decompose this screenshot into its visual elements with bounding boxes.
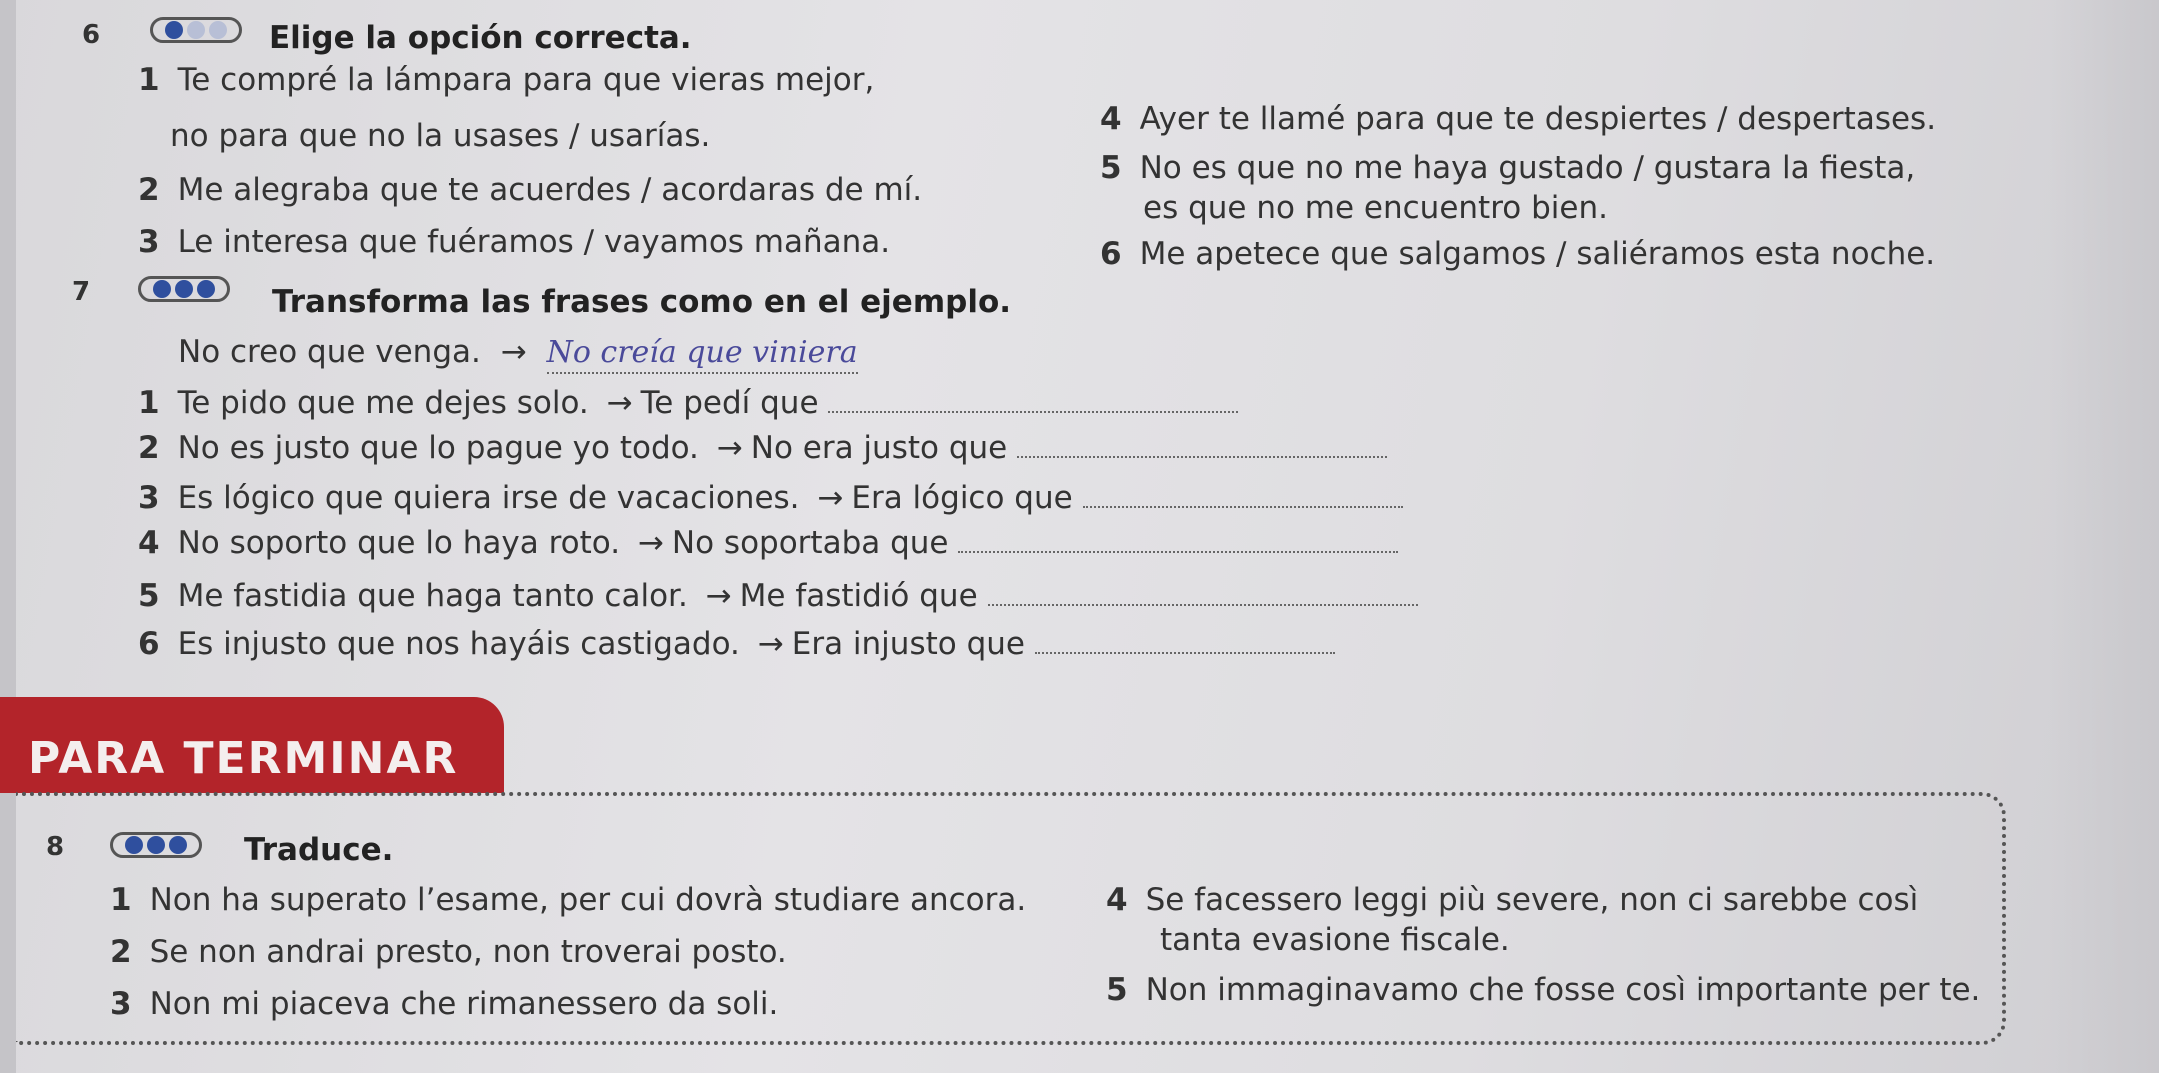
exercise-instruction: Traduce. [244, 832, 394, 868]
exercise-item: 3 Le interesa que fuéramos / vayamos mañana. [138, 224, 891, 260]
answer-blank[interactable] [988, 600, 1418, 606]
exercise-item-continued: es que no me encuentro bien. [1143, 190, 1608, 226]
arrow-icon: → [606, 385, 633, 421]
translate-item-continued: tanta evasione fiscale. [1160, 922, 1510, 958]
section-title: PARA TERMINAR [28, 733, 459, 784]
difficulty-badge [110, 832, 202, 858]
transform-item: 4 No soporto que lo haya roto. → No soportaba que [138, 525, 1398, 561]
difficulty-dot-icon [209, 21, 227, 39]
difficulty-dot-icon [153, 280, 171, 298]
difficulty-dot-icon [169, 836, 187, 854]
answer-blank[interactable] [1017, 452, 1387, 458]
arrow-icon: → [716, 430, 743, 466]
answer-blank[interactable] [1035, 648, 1335, 654]
difficulty-dot-icon [165, 21, 183, 39]
transform-item: 2 No es justo que lo pague yo todo. → No era justo que [138, 430, 1387, 466]
exercise-number: 7 [72, 277, 91, 307]
transform-item: 5 Me fastidia que haga tanto calor. → Me fastidió que [138, 578, 1418, 614]
translate-item: 1 Non ha superato l’esame, per cui dovrà studiare ancora. [110, 882, 1027, 918]
answer-blank[interactable] [1083, 502, 1403, 508]
difficulty-badge [138, 276, 230, 302]
exercise-item: 2 Me alegraba que te acuerdes / acordaras de mí. [138, 172, 923, 208]
arrow-icon: → [817, 480, 844, 516]
translate-item: 5 Non immaginavamo che fosse così importante per te. [1106, 972, 1981, 1008]
arrow-icon: → [757, 626, 784, 662]
translate-item: 4 Se facessero leggi più severe, non ci sarebbe così [1106, 882, 1919, 918]
exercise-number: 8 [46, 832, 65, 862]
transform-item: 6 Es injusto que nos hayáis castigado. → Era injusto que [138, 626, 1335, 662]
exercise-item: 6 Me apetece que salgamos / saliéramos esta noche. [1100, 236, 1936, 272]
arrow-icon: → [705, 578, 732, 614]
difficulty-dot-icon [187, 21, 205, 39]
exercise-item: 5 No es que no me haya gustado / gustara la fiesta, [1100, 150, 1916, 186]
translate-item: 3 Non mi piaceva che rimanessero da soli. [110, 986, 779, 1022]
transform-item: 3 Es lógico que quiera irse de vacaciones. → Era lógico que [138, 480, 1403, 516]
exercise-item: 1 Te compré la lámpara para que vieras mejor, [138, 62, 875, 98]
exercise-item-continued: no para que no la usases / usarías. [170, 118, 711, 154]
difficulty-dot-icon [147, 836, 165, 854]
example-answer: No creía que viniera [547, 335, 858, 374]
difficulty-dot-icon [197, 280, 215, 298]
exercise-item: 4 Ayer te llamé para que te despiertes / despertases. [1100, 101, 1937, 137]
answer-blank[interactable] [828, 407, 1238, 413]
arrow-icon: → [500, 334, 527, 370]
difficulty-badge [150, 17, 242, 43]
page-edge [0, 0, 16, 1073]
example-sentence: No creo que venga. → No creía que viniera [178, 334, 858, 370]
page-shadow [2049, 0, 2159, 1073]
exercise-instruction: Elige la opción correcta. [269, 20, 692, 56]
answer-blank[interactable] [958, 547, 1398, 553]
exercise-instruction: Transforma las frases como en el ejemplo. [272, 284, 1012, 320]
translate-item: 2 Se non andrai presto, non troverai posto. [110, 934, 787, 970]
transform-item: 1 Te pido que me dejes solo. → Te pedí que [138, 385, 1238, 421]
difficulty-dot-icon [125, 836, 143, 854]
exercise-number: 6 [82, 20, 101, 50]
difficulty-dot-icon [175, 280, 193, 298]
arrow-icon: → [637, 525, 664, 561]
